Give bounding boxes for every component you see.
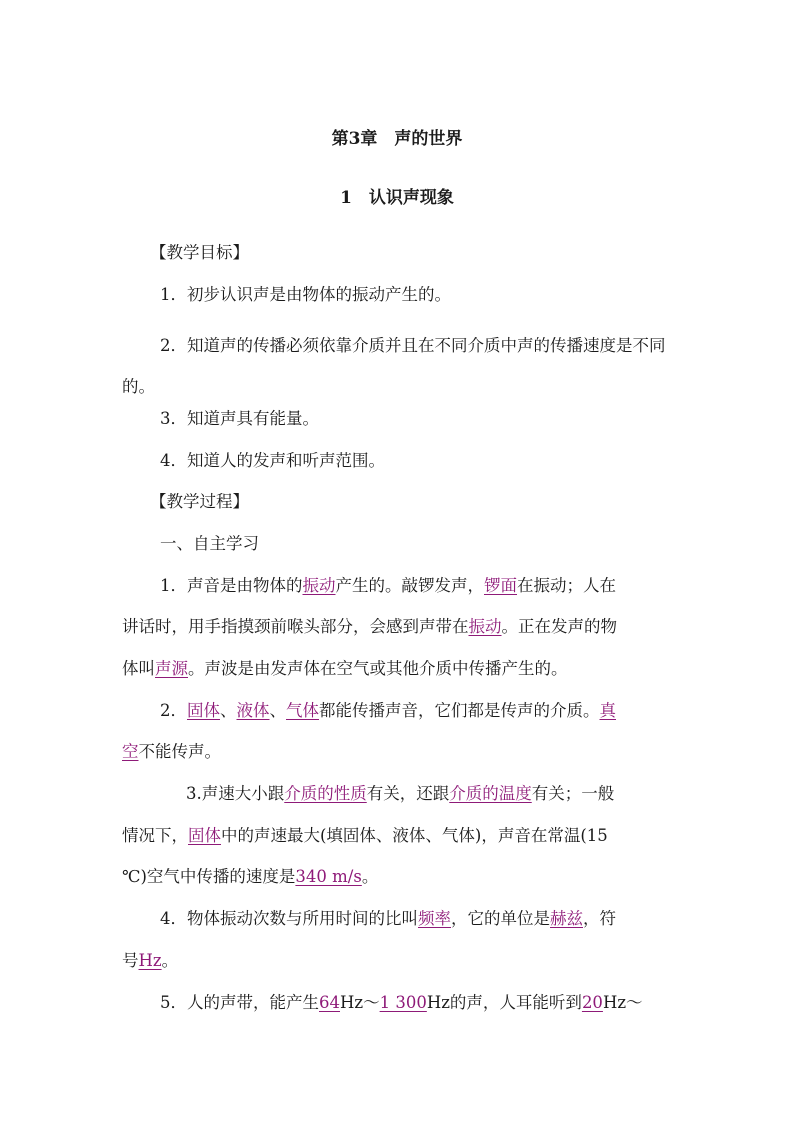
objectives-heading: 【教学目标】 (150, 243, 249, 262)
question-2-line (122, 741, 682, 763)
question-text: 3.声速大小跟 (186, 784, 285, 803)
answer-blank: 气体 (286, 701, 319, 720)
answer-blank: 64 (319, 993, 340, 1012)
section-heading: 一、自主学习 (160, 534, 259, 553)
question-text: 2． (160, 701, 187, 720)
question-text: Hz～ (602, 993, 643, 1012)
question-text: 。 (161, 951, 179, 970)
question-text: 。 (361, 867, 379, 886)
answer-blank: 1 300 (379, 993, 427, 1012)
question-text: 都能传播声音，它们都是传声的介质。 (319, 701, 600, 720)
question-1-line (160, 575, 720, 597)
question-text: ，它的单位是 (451, 909, 550, 928)
question-text: 体叫 (122, 659, 155, 678)
question-text: 。正在发声的物 (501, 617, 617, 636)
answer-blank: 固体 (188, 826, 221, 845)
answer-blank: 振动 (468, 617, 502, 636)
process-heading: 【教学过程】 (150, 492, 249, 511)
answer-blank: 频率 (418, 909, 451, 928)
question-text: ℃)空气中传播的速度是 (122, 867, 296, 886)
question-text: 中的声速最大(填固体、液体、气体)，声音在常温(15 (221, 826, 608, 845)
question-text: 不能传声。 (138, 742, 221, 761)
question-1-line (122, 616, 682, 638)
question-text: 5．人的声带，能产生 (160, 993, 319, 1012)
objective-item: 3．知道声具有能量。 (160, 409, 319, 428)
question-text: 有关；一般 (531, 784, 615, 803)
objective-item: 4．知道人的发声和听声范围。 (160, 451, 385, 470)
question-4-line (160, 908, 720, 930)
answer-blank: Hz (138, 951, 162, 970)
question-text: 讲话时，用手指摸颈前喉头部分，会感到声带在 (122, 617, 469, 636)
chapter-title: 第3章 声的世界 (331, 129, 463, 149)
question-text: Hz～ (340, 993, 380, 1012)
answer-blank: 介质的性质 (284, 784, 367, 803)
answer-blank: 声源 (155, 659, 188, 678)
question-text: 1．声音是由物体的 (160, 576, 303, 595)
answer-blank: 空 (122, 742, 139, 761)
answer-blank: 振动 (302, 576, 336, 595)
question-4-line (122, 950, 682, 972)
question-3-line (186, 783, 746, 805)
question-text: 、 (220, 701, 237, 720)
question-text: 情况下， (122, 826, 188, 845)
question-text: 号 (122, 951, 139, 970)
question-text: 在振动；人在 (517, 576, 616, 595)
question-3-line (122, 866, 682, 888)
answer-blank: 赫兹 (550, 909, 583, 928)
objective-item: 1．初步认识声是由物体的振动产生的。 (160, 285, 451, 304)
question-text: 产生的。敲锣发声， (335, 576, 484, 595)
question-2-line (160, 700, 720, 722)
question-1-line (122, 658, 682, 680)
answer-blank: 真 (599, 701, 616, 720)
lesson-title: 1 认识声现象 (340, 188, 454, 208)
question-text: 有关，还跟 (366, 784, 450, 803)
objective-item: 2．知道声的传播必须依靠介质并且在不同介质中声的传播速度是不同的。 (122, 336, 666, 396)
answer-blank: 介质的温度 (449, 784, 532, 803)
question-3-line (122, 825, 682, 847)
question-5-line (160, 992, 720, 1014)
question-text: ，符 (583, 909, 616, 928)
question-text: 4．物体振动次数与所用时间的比叫 (160, 909, 418, 928)
question-text: 、 (269, 701, 286, 720)
answer-blank: 固体 (187, 701, 220, 720)
question-text: 。声波是由发声体在空气或其他介质中传播产生的。 (188, 659, 568, 678)
answer-blank: 锣面 (484, 576, 517, 595)
answer-blank: 340 m/s (295, 867, 362, 886)
answer-blank: 20 (581, 993, 603, 1012)
question-text: Hz的声，人耳能听到 (426, 993, 582, 1012)
answer-blank: 液体 (236, 701, 270, 720)
